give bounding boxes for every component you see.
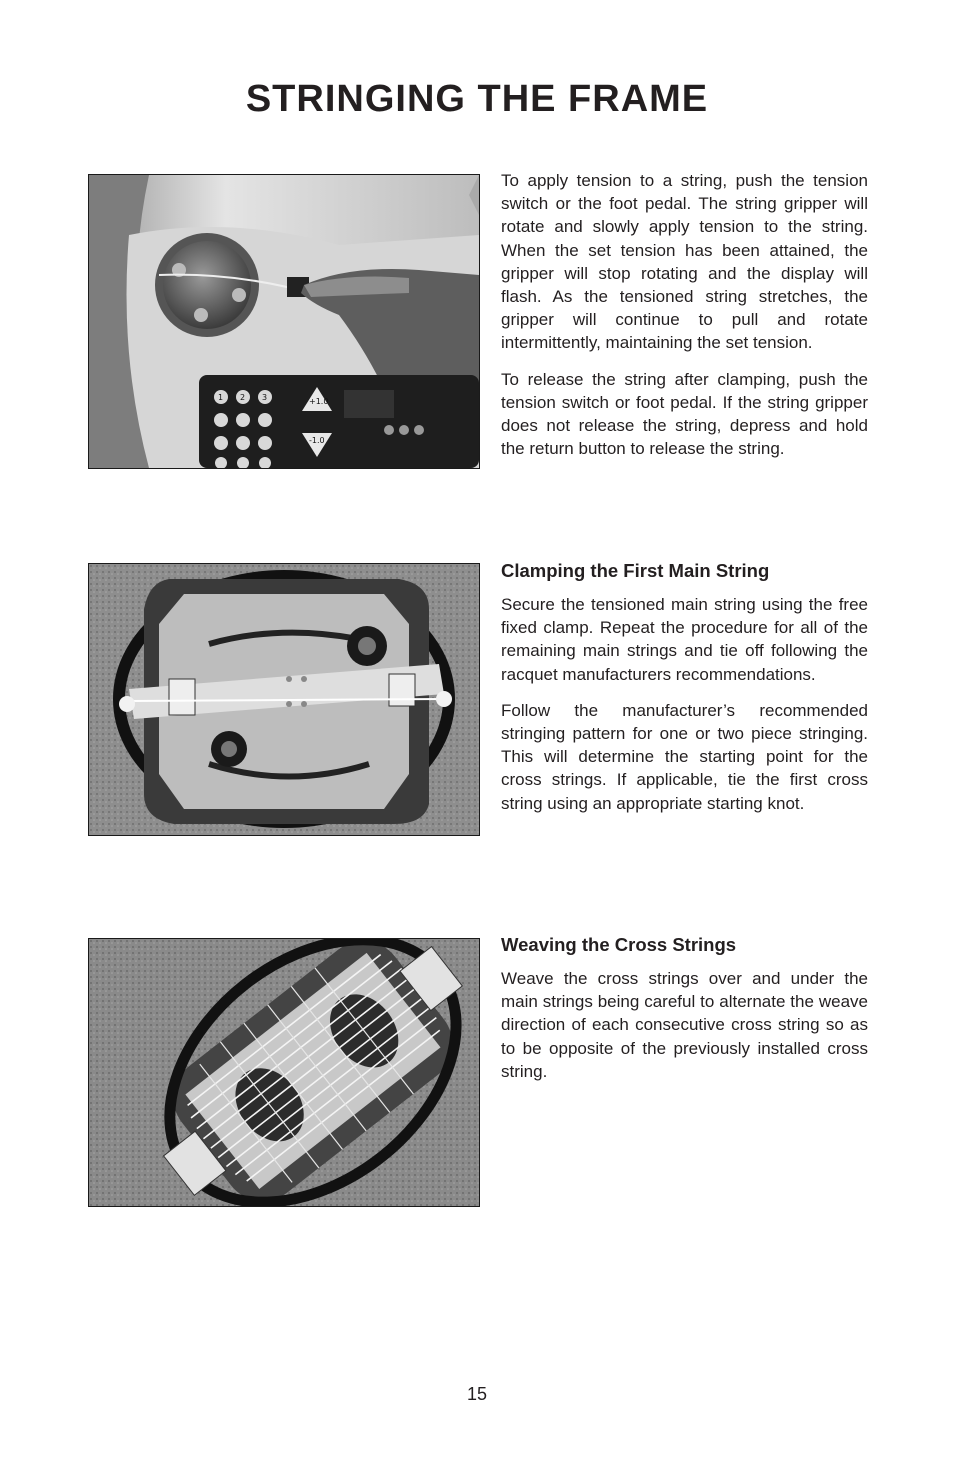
photo-label-minus: -1.0 xyxy=(309,436,325,445)
page-number: 15 xyxy=(466,1384,488,1404)
clamping-photo xyxy=(88,563,480,836)
page-title: STRINGING THE FRAME xyxy=(245,78,709,120)
tension-text xyxy=(501,169,868,473)
clamping-heading: Clamping the First Main String xyxy=(501,560,770,581)
tension-paragraph-2: To release the string after clamping, push the tension switch or foot pedal. If the string gripper does not release the string, depress and hold the return button to release the string. xyxy=(501,369,868,459)
weaving-paragraph-1: Weave the cross strings over and under the main strings being careful to alternate the weave direction of each consecutive cross string so as to be opposite of the previously installed cross string. xyxy=(501,969,868,1081)
weaving-heading: Weaving the Cross Strings xyxy=(501,934,737,955)
weaving-section xyxy=(501,933,868,1096)
photo-key-3: 3 xyxy=(262,393,268,402)
photo-label-plus: +1.0 xyxy=(309,397,329,406)
clamping-paragraph-2: Follow the manufacturer’s recommended stringing pattern for one or two piece stringing. This will determine the starting point for the cross strings. If applicable, tie the first cross string using an appropriate starting knot. xyxy=(501,700,868,813)
clamping-section xyxy=(501,559,868,828)
tension-paragraph-1: To apply tension to a string, push the tension switch or the foot pedal. The string gripper will rotate and slowly apply tension to the string. When the set tension has been attained, the gripper will stop rotating and the display will flash. As the tensioned string stretches, the gripper will continue to pull and rotate intermittently, maintaining the set tension. xyxy=(501,171,868,353)
photo-key-2: 2 xyxy=(240,393,246,402)
tension-switch-photo xyxy=(88,174,480,469)
photo-key-1: 1 xyxy=(218,393,224,402)
weaving-photo xyxy=(88,938,480,1207)
clamping-paragraph-1: Secure the tensioned main string using the free fixed clamp. Repeat the procedure for all of the remaining main strings and tie off following the racquet manufacturers recommendations. xyxy=(501,595,868,684)
